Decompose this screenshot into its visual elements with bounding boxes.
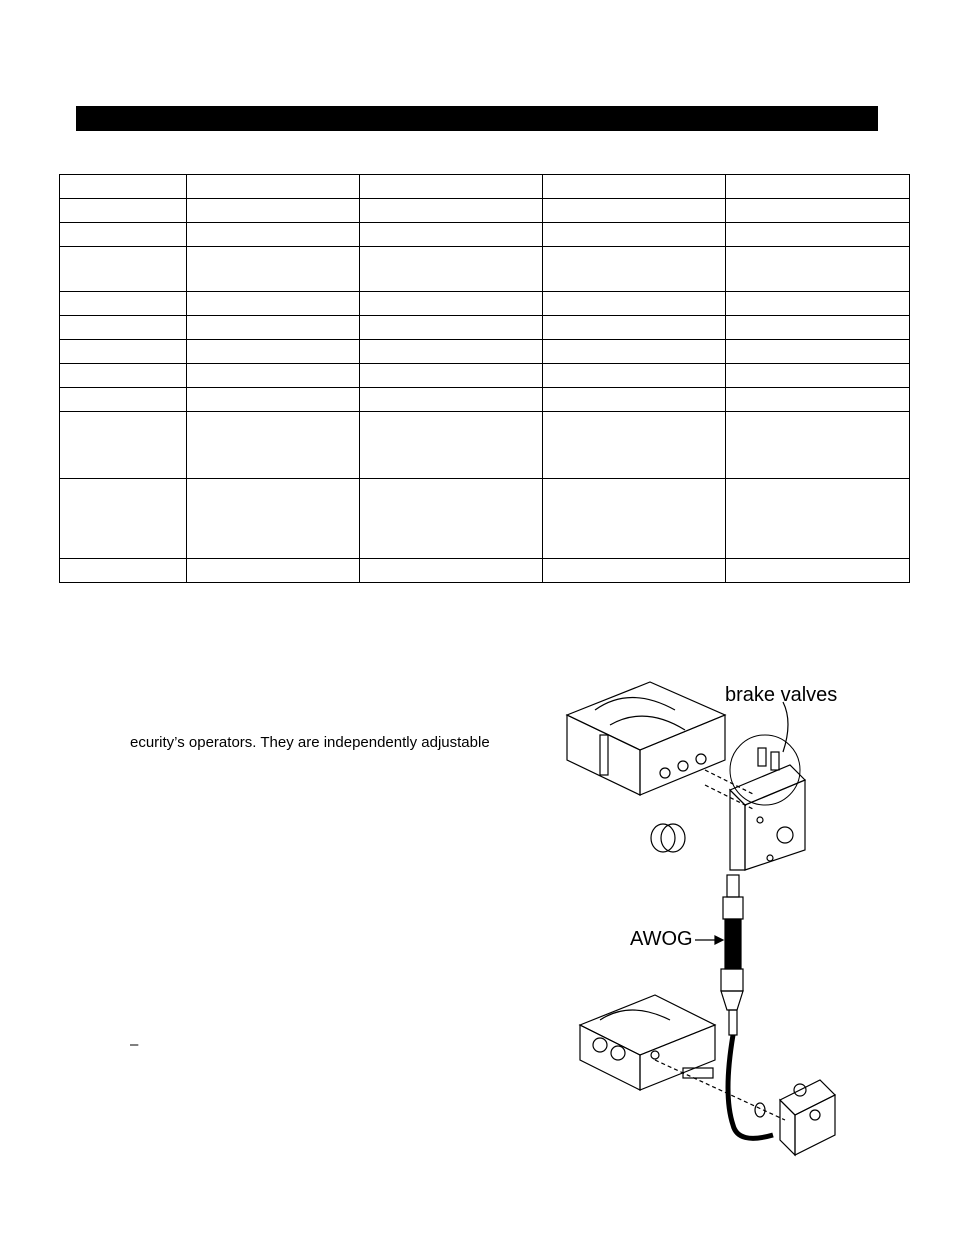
table-cell: [360, 175, 543, 199]
table-cell: [543, 199, 726, 223]
table-cell: [187, 316, 360, 340]
table-row: [60, 199, 910, 223]
table-cell: [726, 175, 910, 199]
table-row: [60, 292, 910, 316]
table-cell: [726, 340, 910, 364]
table-cell: [60, 412, 187, 479]
table-cell: [543, 292, 726, 316]
table-cell: [726, 559, 910, 583]
table-row: [60, 388, 910, 412]
body-text-dash: –: [130, 1036, 139, 1053]
table-cell: [543, 559, 726, 583]
table-cell: [60, 316, 187, 340]
table-cell: [543, 340, 726, 364]
table-cell: [187, 388, 360, 412]
table-row: [60, 247, 910, 292]
table-cell: [726, 292, 910, 316]
table-cell: [60, 479, 187, 559]
table-cell: [726, 199, 910, 223]
table-cell: [187, 479, 360, 559]
table-row: [60, 364, 910, 388]
table-row: [60, 316, 910, 340]
table-cell: [187, 223, 360, 247]
table-cell: [360, 340, 543, 364]
table-row: [60, 559, 910, 583]
table-cell: [726, 316, 910, 340]
brake-valves-label: brake valves: [725, 684, 838, 706]
table-cell: [360, 364, 543, 388]
table-cell: [543, 479, 726, 559]
table-cell: [360, 388, 543, 412]
table-cell: [187, 559, 360, 583]
table-cell: [60, 223, 187, 247]
brake-valve-assembly-figure: [555, 660, 855, 1160]
table-cell: [543, 364, 726, 388]
table-cell: [60, 199, 187, 223]
table-cell: [60, 292, 187, 316]
table-cell: [726, 479, 910, 559]
table-row: [60, 223, 910, 247]
table-cell: [187, 292, 360, 316]
table-cell: [60, 247, 187, 292]
table-cell: [360, 412, 543, 479]
table-cell: [543, 175, 726, 199]
table-cell: [60, 559, 187, 583]
table-cell: [543, 223, 726, 247]
table-cell: [360, 199, 543, 223]
table-cell: [543, 316, 726, 340]
table-cell: [543, 247, 726, 292]
table-cell: [543, 412, 726, 479]
table-cell: [187, 247, 360, 292]
awog-label: AWOG: [630, 928, 693, 950]
table-cell: [726, 412, 910, 479]
table-row: [60, 175, 910, 199]
table-cell: [543, 388, 726, 412]
table-cell: [60, 388, 187, 412]
table-cell: [360, 479, 543, 559]
table-cell: [187, 199, 360, 223]
table-row: [60, 340, 910, 364]
table-cell: [726, 388, 910, 412]
table-cell: [360, 292, 543, 316]
table-cell: [360, 316, 543, 340]
table-cell: [60, 340, 187, 364]
table-cell: [726, 364, 910, 388]
table-cell: [726, 223, 910, 247]
assembly-drawing: [555, 660, 855, 1160]
knob: [651, 824, 675, 852]
table-row: [60, 479, 910, 559]
table-cell: [360, 223, 543, 247]
section-title-bar: [76, 106, 878, 131]
table-cell: [360, 247, 543, 292]
spec-table: [59, 174, 910, 583]
table-cell: [726, 247, 910, 292]
body-text-line: ecurity’s operators. They are independently adjustable: [130, 734, 490, 751]
table-cell: [187, 412, 360, 479]
table-cell: [60, 175, 187, 199]
table-row: [60, 412, 910, 479]
table-cell: [187, 340, 360, 364]
table-cell: [187, 175, 360, 199]
table-cell: [360, 559, 543, 583]
table-cell: [187, 364, 360, 388]
table-cell: [60, 364, 187, 388]
